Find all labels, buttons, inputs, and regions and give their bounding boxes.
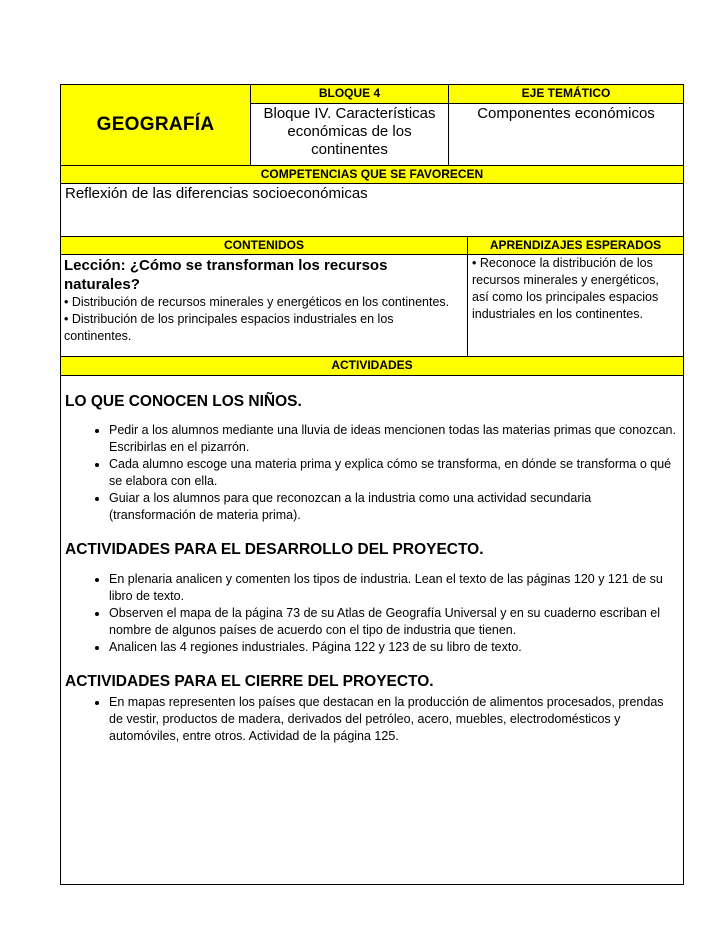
section-title-desarrollo: ACTIVIDADES PARA EL DESARROLLO DEL PROYECTO. [65, 541, 484, 558]
contenido-item: • Distribución de recursos minerales y energéticos en los continentes. [64, 295, 450, 309]
contenidos-body-row [61, 255, 683, 357]
aprendizajes-text: • Reconoce la distribución de los recursos minerales y energéticos, así como los principales espacios industriales en los continentes. [472, 256, 659, 321]
list-item: • Analicen las 4 regiones industriales. Página 122 y 123 de su libro de texto. [109, 639, 679, 656]
contenidos-label: CONTENIDOS [61, 237, 468, 254]
bloque-column [251, 85, 449, 165]
list-item: • En mapas representen los países que destacan en la producción de alimentos procesados, prendas de vestir, productos de madera, derivados del petróleo, acero, muebles, electrodomésticos y automóviles, entre otros. Actividad de la página 125. [109, 694, 679, 745]
eje-label: EJE TEMÁTICO [449, 85, 683, 104]
list-item: • Cada alumno escoge una materia prima y explica cómo se transforma, en dónde se transforma o qué se elabora con ella. [109, 456, 679, 490]
contenido-item: • Distribución de los principales espacios industriales en los continentes. [64, 312, 394, 343]
list-item: • Pedir a los alumnos mediante una lluvia de ideas mencionen todas las materias primas que conozcan. Escribirlas en el pizarrón. [109, 422, 679, 456]
bloque-text: Bloque IV. Características económicas de los continentes [263, 105, 436, 158]
section-title-cierre: ACTIVIDADES PARA EL CIERRE DEL PROYECTO. [65, 673, 434, 690]
competencias-header-row [61, 165, 683, 184]
competencias-text: Reflexión de las diferencias socioeconómicas [65, 185, 368, 202]
section-list-desarrollo [65, 571, 679, 656]
section-list-cierre [65, 694, 679, 745]
list-item: • Guiar a los alumnos para que reconozcan a la industria como una actividad secundaria (transformación de materia prima). [109, 490, 679, 524]
competencias-label: COMPETENCIAS QUE SE FAVORECEN [61, 165, 683, 183]
aprendizajes-label: APRENDIZAJES ESPERADOS [468, 237, 683, 254]
lesson-title: Lección: ¿Cómo se transforman los recursos naturales? [64, 257, 388, 293]
list-item: • Observen el mapa de la página 73 de su Atlas de Geografía Universal y en su cuaderno escriban el nombre de algunos países de acuerdo con el tipo de industria que tienen. [109, 605, 679, 639]
subject-title: GEOGRAFÍA [61, 85, 251, 165]
list-item: • En plenaria analicen y comenten los tipos de industria. Lean el texto de las páginas 120 y 121 de su libro de texto. [109, 571, 679, 605]
competencias-body-row [61, 184, 683, 237]
contenidos-body [61, 255, 468, 356]
section-title-conocen: LO QUE CONOCEN LOS NIÑOS. [65, 393, 302, 410]
actividades-header-row [61, 357, 683, 376]
section-list-conocen [65, 422, 679, 524]
actividades-label: ACTIVIDADES [61, 357, 683, 375]
bloque-label: BLOQUE 4 [251, 85, 448, 104]
eje-column [449, 85, 683, 165]
actividades-body-row [61, 376, 683, 884]
contenidos-header-row [61, 237, 683, 255]
lesson-plan-table [60, 84, 684, 885]
actividades-body [61, 376, 683, 884]
eje-text: Componentes económicos [477, 105, 655, 122]
header-row [61, 85, 683, 165]
